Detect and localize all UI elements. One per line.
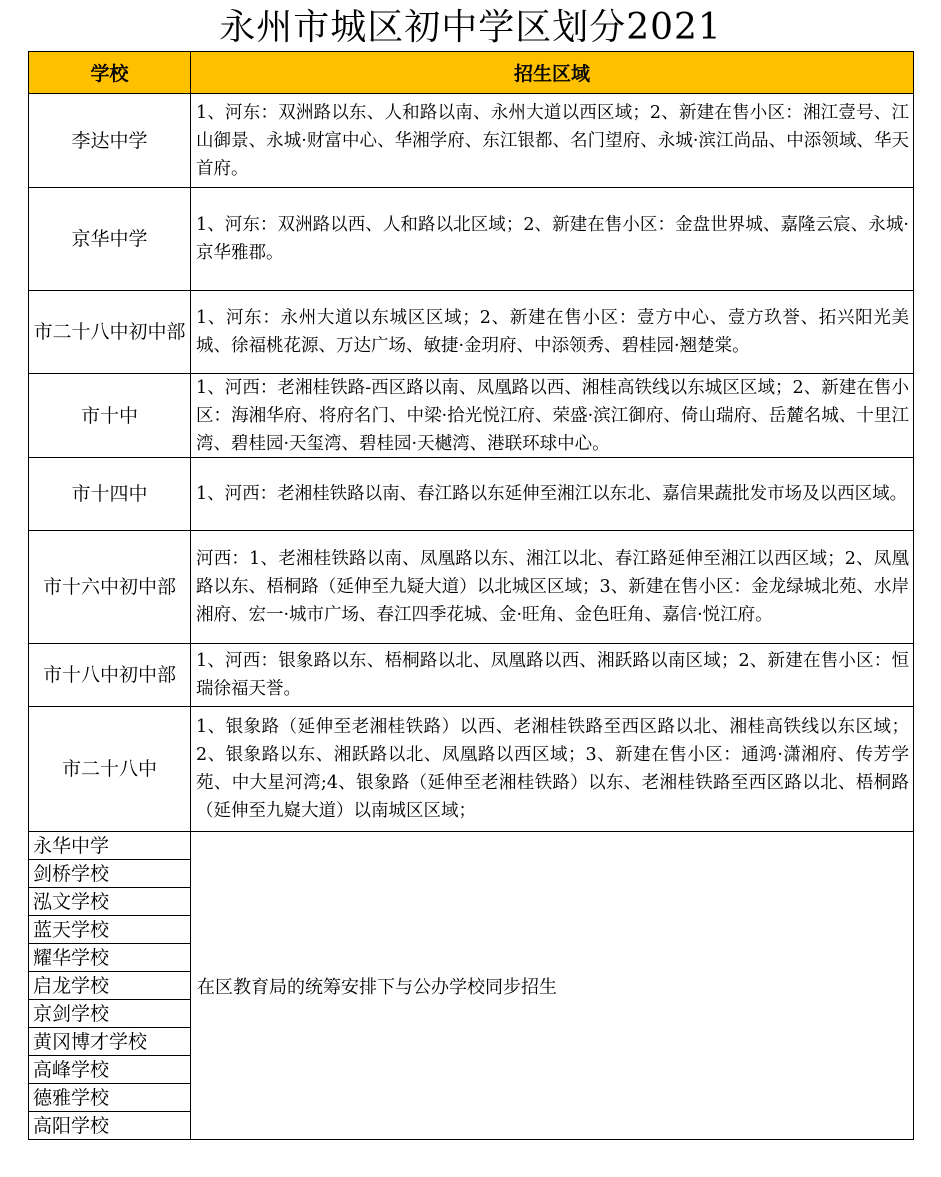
table-row <box>29 531 914 644</box>
table-row <box>29 644 914 707</box>
private-note-cell: 在区教育局的统筹安排下与公办学校同步招生 <box>191 832 914 1140</box>
district-table <box>28 51 914 1140</box>
page-title: 永州市城区初中学区划分2021 <box>219 7 722 48</box>
private-school-cell: 剑桥学校 <box>29 860 191 888</box>
area-cell: 河西：1、老湘桂铁路以南、凤凰路以东、湘江以北、春江路延伸至湘江以西区域；2、凤凰路以东、梧桐路（延伸至九疑大道）以北城区区域；3、新建在售小区：金龙绿城北苑、水岸湘府、宏一·城市广场、春江四季花城、金·旺角、金色旺角、嘉信·悦江府。 <box>191 531 914 644</box>
table-row <box>29 707 914 832</box>
header-school: 学校 <box>29 52 191 94</box>
private-school-cell: 泓文学校 <box>29 888 191 916</box>
school-cell: 市二十八中 <box>29 707 191 832</box>
area-cell: 1、河东：双洲路以西、人和路以北区域；2、新建在售小区：金盘世界城、嘉隆云宸、永城·京华雅郡。 <box>191 188 914 291</box>
private-school-cell: 京剑学校 <box>29 1000 191 1028</box>
school-cell: 市十八中初中部 <box>29 644 191 707</box>
private-school-cell: 启龙学校 <box>29 972 191 1000</box>
school-cell: 市十六中初中部 <box>29 531 191 644</box>
area-cell: 1、河西：老湘桂铁路以南、春江路以东延伸至湘江以东北、嘉信果蔬批发市场及以西区域。 <box>191 458 914 531</box>
school-cell: 李达中学 <box>29 94 191 188</box>
private-school-cell: 高峰学校 <box>29 1056 191 1084</box>
area-cell: 1、河西：银象路以东、梧桐路以北、凤凰路以西、湘跃路以南区域；2、新建在售小区：恒瑞徐福天誉。 <box>191 644 914 707</box>
area-text: 1、河东：永州大道以东城区区域；2、新建在售小区：壹方中心、壹方玖誉、拓兴阳光美城、徐福桃花源、万达广场、敏捷·金玥府、中添领秀、碧桂园·翘楚棠。 <box>196 308 909 356</box>
area-text: 1、河西：老湘桂铁路-西区路以南、凤凰路以西、湘桂高铁线以东城区区域；2、新建在售小区：海湘华府、将府名门、中梁·拾光悦江府、荣盛·滨江御府、倚山瑞府、岳麓名城、十里江湾、碧桂园·天玺湾、碧桂园·天樾湾、港联环球中心。 <box>196 377 909 454</box>
private-school-cell: 高阳学校 <box>29 1112 191 1140</box>
private-school-cell: 永华中学 <box>29 832 191 860</box>
private-school-cell: 耀华学校 <box>29 944 191 972</box>
private-school-cell: 蓝天学校 <box>29 916 191 944</box>
table-row <box>29 291 914 374</box>
school-cell: 市二十八中初中部 <box>29 291 191 374</box>
private-school-cell: 德雅学校 <box>29 1084 191 1112</box>
table-row <box>29 374 914 458</box>
header-area: 招生区域 <box>191 52 914 94</box>
area-cell: 1、银象路（延伸至老湘桂铁路）以西、老湘桂铁路至西区路以北、湘桂高铁线以东区域；2、银象路以东、湘跃路以北、凤凰路以西区域；3、新建在售小区：通鸿·潇湘府、传芳学苑、中大星河湾;4、银象路（延伸至老湘桂铁路）以东、老湘桂铁路至西区路以北、梧桐路（延伸至九嶷大道）以南城区区域； <box>191 707 914 832</box>
school-cell: 市十中 <box>29 374 191 458</box>
area-cell <box>191 291 914 374</box>
table-row <box>29 188 914 291</box>
school-cell: 市十四中 <box>29 458 191 531</box>
table-row <box>29 94 914 188</box>
private-school-cell: 黄冈博才学校 <box>29 1028 191 1056</box>
table-header-row <box>29 52 914 94</box>
school-cell: 京华中学 <box>29 188 191 291</box>
area-cell: 1、河东：双洲路以东、人和路以南、永州大道以西区域；2、新建在售小区：湘江壹号、江山御景、永城·财富中心、华湘学府、东江银都、名门望府、永城·滨江尚品、中添领域、华天首府。 <box>191 94 914 188</box>
table-row <box>29 832 914 860</box>
table-row <box>29 458 914 531</box>
area-cell <box>191 374 914 458</box>
